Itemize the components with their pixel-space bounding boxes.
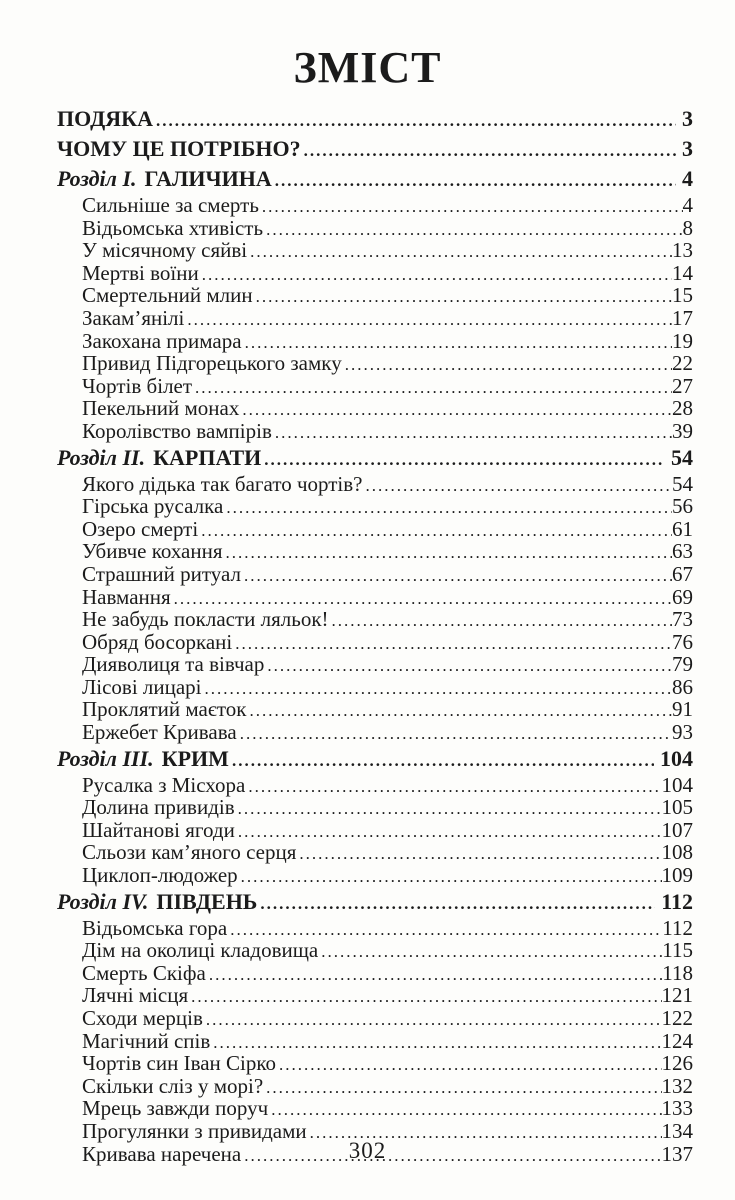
toc-chapter-prefix: Розділ I. — [57, 166, 137, 191]
toc-entry — [57, 842, 693, 865]
toc-entry-title: Сходи мерців — [82, 1006, 203, 1030]
toc-entry — [57, 373, 693, 399]
toc-entry — [57, 328, 693, 354]
toc-entry-title: Відьомська хтивість — [82, 215, 264, 240]
toc-entry-page-number: 4 — [682, 166, 693, 191]
dot-leader — [345, 354, 672, 376]
toc-entry-page-number: 14 — [672, 260, 693, 285]
toc-entry-title: Обряд босоркані — [82, 629, 233, 654]
toc-entry-title: Дияволиця та вівчар — [82, 652, 265, 677]
toc-entry-title: Прогулянки з привидами — [82, 1118, 307, 1143]
dot-leader — [187, 309, 672, 331]
toc-entry — [57, 915, 693, 941]
toc-entry-title: Смертельний млин — [82, 283, 253, 308]
toc-entry-title: КАРПАТИ — [153, 444, 262, 470]
toc-entry-page-number: 91 — [672, 697, 693, 722]
toc-entry-page-number: 109 — [661, 863, 693, 888]
toc-entry-page-number: 112 — [661, 888, 693, 914]
toc-entry-title: Навмання — [82, 584, 171, 609]
toc-entry — [57, 305, 693, 331]
toc-entry-title: Не забудь покласти ляльок! — [82, 607, 329, 632]
toc-entry-page-number: 63 — [672, 539, 693, 564]
toc-entry-title: Мрець завжди поруч — [82, 1096, 269, 1121]
toc-entry-page-number: 13 — [672, 238, 693, 263]
toc-entry-page-number: 93 — [672, 720, 693, 745]
toc-entry-page-number: 105 — [661, 795, 693, 820]
toc-entry-title: Озеро смерті — [82, 516, 199, 541]
toc-entry-title: Циклоп-людожер — [82, 863, 238, 888]
dot-leader — [202, 264, 672, 286]
dot-leader — [205, 678, 672, 700]
toc-entry-page-number: 39 — [672, 418, 693, 443]
toc-entry-page-number: 15 — [672, 283, 693, 308]
toc-entry-title: Убивче кохання — [82, 539, 223, 564]
dot-leader — [271, 1099, 661, 1121]
toc-entry — [57, 561, 693, 587]
toc-entry — [57, 772, 693, 798]
toc-entry-page-number: 56 — [672, 494, 693, 519]
toc-entry-page-number: 104 — [660, 745, 693, 771]
toc-entry — [57, 940, 693, 963]
toc-entry — [57, 609, 693, 632]
toc-entry — [57, 418, 693, 444]
dot-leader — [256, 286, 672, 308]
toc-entry — [57, 797, 693, 820]
dot-leader — [321, 941, 662, 963]
toc-entry — [57, 1028, 693, 1054]
dot-leader — [226, 542, 672, 564]
toc-entry-page-number: 132 — [661, 1073, 693, 1098]
toc-entry-page-number: 61 — [672, 516, 693, 541]
toc-entry-page-number: 19 — [672, 328, 693, 353]
dot-leader — [266, 1077, 661, 1099]
dot-leader — [240, 723, 672, 745]
toc-entry-page-number: 8 — [682, 215, 693, 240]
toc-chapter-prefix: Розділ IV. — [57, 888, 149, 914]
toc-entry-title: ГАЛИЧИНА — [144, 166, 272, 191]
toc-entry — [57, 1098, 693, 1121]
toc-entry-page-number: 121 — [661, 983, 693, 1008]
toc-entry-title: Лячні місця — [82, 983, 189, 1008]
toc-entry-title: Смерть Скіфа — [82, 960, 206, 985]
toc-entry — [57, 195, 693, 218]
toc-entry — [57, 398, 693, 421]
dot-leader — [275, 170, 676, 192]
toc-entry-page-number: 76 — [672, 629, 693, 654]
table-of-contents — [57, 105, 693, 1166]
dot-leader — [244, 565, 672, 587]
toc-entry-page-number: 79 — [672, 652, 693, 677]
toc-entry — [57, 817, 693, 843]
toc-entry-page-number: 124 — [661, 1028, 693, 1053]
toc-chapter-prefix: Розділ II. — [57, 444, 146, 470]
toc-entry-title: ПОДЯКА — [57, 106, 153, 131]
dot-leader — [195, 377, 672, 399]
dot-leader — [209, 964, 662, 986]
toc-entry-page-number: 122 — [661, 1006, 693, 1030]
toc-entry — [57, 260, 693, 286]
toc-entry — [57, 215, 693, 241]
toc-entry — [57, 1053, 693, 1076]
toc-entry — [57, 674, 693, 700]
toc-entry-title: Магічний спів — [82, 1028, 211, 1053]
toc-entry-title: Проклятий маєток — [82, 697, 247, 722]
toc-entry-page-number: 67 — [672, 561, 693, 586]
toc-entry — [57, 240, 693, 263]
dot-leader — [332, 610, 672, 632]
toc-entry-title: Закам’янілі — [82, 305, 185, 330]
dot-leader — [304, 140, 676, 162]
dot-leader — [235, 633, 672, 655]
dot-leader — [206, 1009, 662, 1031]
toc-entry-page-number: 22 — [672, 351, 693, 376]
toc-entry-page-number: 118 — [662, 960, 693, 985]
toc-entry — [57, 496, 693, 519]
toc-entry — [57, 654, 693, 677]
dot-leader — [250, 700, 673, 722]
toc-entry-page-number: 27 — [672, 373, 693, 398]
toc-entry — [57, 165, 693, 195]
toc-entry — [57, 699, 693, 722]
toc-entry-title: Чортів білет — [82, 373, 193, 398]
toc-entry-title: Сильніше за смерть — [82, 193, 259, 217]
toc-entry-title: Шайтанові ягоди — [82, 817, 235, 842]
toc-entry-title: Якого дідька так багато чортів? — [82, 471, 363, 496]
toc-entry-title: Мертві воїни — [82, 260, 199, 285]
dot-leader — [238, 798, 662, 820]
toc-entry-title: Закохана примара — [82, 328, 242, 353]
toc-entry-title: Русалка з Місхора — [82, 772, 246, 797]
toc-entry — [57, 722, 693, 745]
toc-entry-page-number: 28 — [672, 396, 693, 421]
toc-entry-title: У місячному сяйві — [82, 238, 248, 263]
dot-leader — [248, 776, 661, 798]
toc-entry — [57, 471, 693, 497]
toc-entry-page-number: 54 — [672, 471, 693, 496]
dot-leader — [250, 241, 672, 263]
dot-leader — [201, 520, 672, 542]
dot-leader — [230, 919, 662, 941]
toc-entry-page-number: 134 — [661, 1118, 693, 1143]
toc-entry-page-number: 137 — [661, 1141, 693, 1166]
dot-leader — [266, 219, 682, 241]
toc-entry-page-number: 3 — [682, 106, 693, 131]
toc-entry-title: Скільки сліз у морі? — [82, 1073, 264, 1098]
folio-page-number: 302 — [348, 1138, 387, 1163]
page-title: ЗМІСТ — [293, 43, 442, 92]
toc-entry — [57, 516, 693, 542]
toc-entry-page-number: 133 — [661, 1096, 693, 1121]
dot-leader — [241, 866, 662, 888]
toc-entry — [57, 1073, 693, 1099]
toc-entry — [57, 960, 693, 986]
toc-entry — [57, 584, 693, 610]
toc-entry-page-number: 69 — [672, 584, 693, 609]
toc-entry-page-number: 107 — [661, 817, 693, 842]
dot-leader — [191, 986, 661, 1008]
toc-entry-title: Пекельний монах — [82, 396, 240, 421]
toc-entry-title: Відьомська гора — [82, 915, 228, 940]
dot-leader — [213, 1032, 661, 1054]
toc-entry — [57, 888, 693, 918]
toc-entry-title: Сльози кам’яного серця — [82, 840, 297, 865]
dot-leader — [279, 1054, 661, 1076]
dot-leader — [366, 475, 672, 497]
dot-leader — [260, 893, 655, 915]
toc-entry — [57, 105, 693, 135]
toc-entry-title: Привид Підгорецького замку — [82, 351, 342, 376]
toc-entry — [57, 353, 693, 376]
toc-entry-page-number: 112 — [662, 915, 693, 940]
toc-entry-page-number: 108 — [661, 840, 693, 865]
toc-entry-title: Лісові лицарі — [82, 674, 202, 699]
toc-entry-title: Дім на околиці кладовища — [82, 938, 319, 963]
toc-entry — [57, 985, 693, 1008]
dot-leader — [267, 655, 672, 677]
toc-entry-title: Долина привидів — [82, 795, 235, 820]
toc-entry-page-number: 73 — [672, 607, 693, 632]
toc-entry — [57, 541, 693, 564]
toc-entry-page-number: 126 — [661, 1051, 693, 1076]
dot-leader — [232, 750, 654, 772]
toc-entry-title: ПІВДЕНЬ — [156, 888, 258, 914]
dot-leader — [156, 110, 676, 132]
dot-leader — [174, 588, 672, 610]
toc-entry-title: Ержебет Кривава — [82, 720, 237, 745]
toc-entry-page-number: 104 — [661, 772, 693, 797]
toc-chapter-prefix: Розділ III. — [57, 745, 154, 771]
dot-leader — [242, 399, 672, 421]
dot-leader — [238, 821, 662, 843]
toc-entry-title: Страшний ритуал — [82, 561, 241, 586]
toc-entry-title: КРИМ — [161, 745, 229, 771]
toc-entry — [57, 1008, 693, 1031]
toc-entry — [57, 444, 693, 474]
toc-entry — [57, 629, 693, 655]
dot-leader — [299, 843, 661, 865]
toc-entry — [57, 865, 693, 888]
dot-leader — [264, 449, 665, 471]
toc-entry — [57, 745, 693, 775]
toc-entry-title: ЧОМУ ЦЕ ПОТРІБНО? — [57, 136, 301, 161]
dot-leader — [262, 196, 683, 218]
toc-entry-page-number: 17 — [672, 305, 693, 330]
toc-entry-page-number: 4 — [682, 193, 693, 217]
toc-entry-title: Кривава наречена — [82, 1141, 242, 1166]
toc-entry-title: Чортів син Іван Сірко — [82, 1051, 277, 1076]
dot-leader — [226, 497, 672, 519]
toc-entry-title: Гірська русалка — [82, 494, 224, 519]
dot-leader — [245, 332, 672, 354]
dot-leader — [275, 422, 672, 444]
toc-entry-page-number: 86 — [672, 674, 693, 699]
toc-entry-page-number: 54 — [671, 444, 693, 470]
toc-entry-page-number: 3 — [682, 136, 693, 161]
toc-entry-title: Королівство вампірів — [82, 418, 272, 443]
toc-entry — [57, 135, 693, 165]
toc-entry — [57, 285, 693, 308]
toc-entry-page-number: 115 — [662, 938, 693, 963]
